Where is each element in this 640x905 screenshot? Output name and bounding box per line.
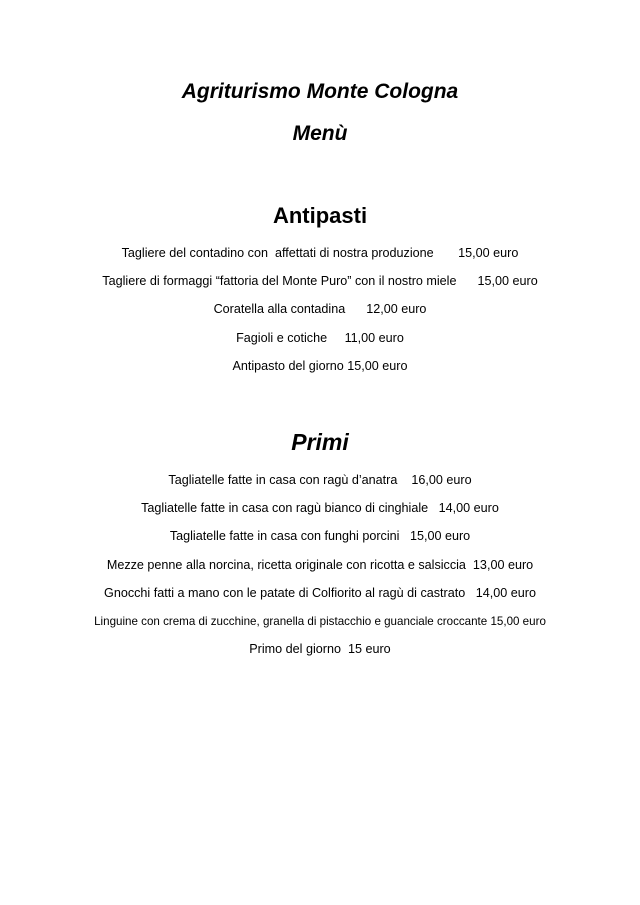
restaurant-name: Agriturismo Monte Cologna	[181, 80, 459, 103]
menu-item: Tagliatelle fatte in casa con ragù d’anatra 16,00 euro	[168, 473, 472, 487]
menu-item: Linguine con crema di zucchine, granella di pistacchio e guanciale croccante 15,00 euro	[94, 615, 546, 628]
menu-item: Tagliere del contadino con affettati di nostra produzione 15,00 euro	[121, 246, 519, 260]
menu-item: Fagioli e cotiche 11,00 euro	[236, 331, 404, 345]
menu-item: Primo del giorno 15 euro	[249, 642, 391, 656]
menu-title: Menù	[292, 122, 348, 145]
menu-item: Tagliere di formaggi “fattoria del Monte Puro” con il nostro miele 15,00 euro	[102, 274, 538, 288]
section-heading-antipasti: Antipasti	[272, 203, 368, 228]
menu-item: Mezze penne alla norcina, ricetta originale con ricotta e salsiccia 13,00 euro	[106, 558, 534, 572]
section-heading-primi: Primi	[291, 429, 349, 455]
menu-item: Antipasto del giorno 15,00 euro	[232, 359, 408, 373]
menu-item: Tagliatelle fatte in casa con funghi porcini 15,00 euro	[169, 529, 471, 543]
menu-item: Gnocchi fatti a mano con le patate di Colfiorito al ragù di castrato 14,00 euro	[104, 586, 536, 600]
menu-item: Tagliatelle fatte in casa con ragù bianco di cinghiale 14,00 euro	[141, 501, 499, 515]
menu-item: Coratella alla contadina 12,00 euro	[213, 302, 427, 316]
